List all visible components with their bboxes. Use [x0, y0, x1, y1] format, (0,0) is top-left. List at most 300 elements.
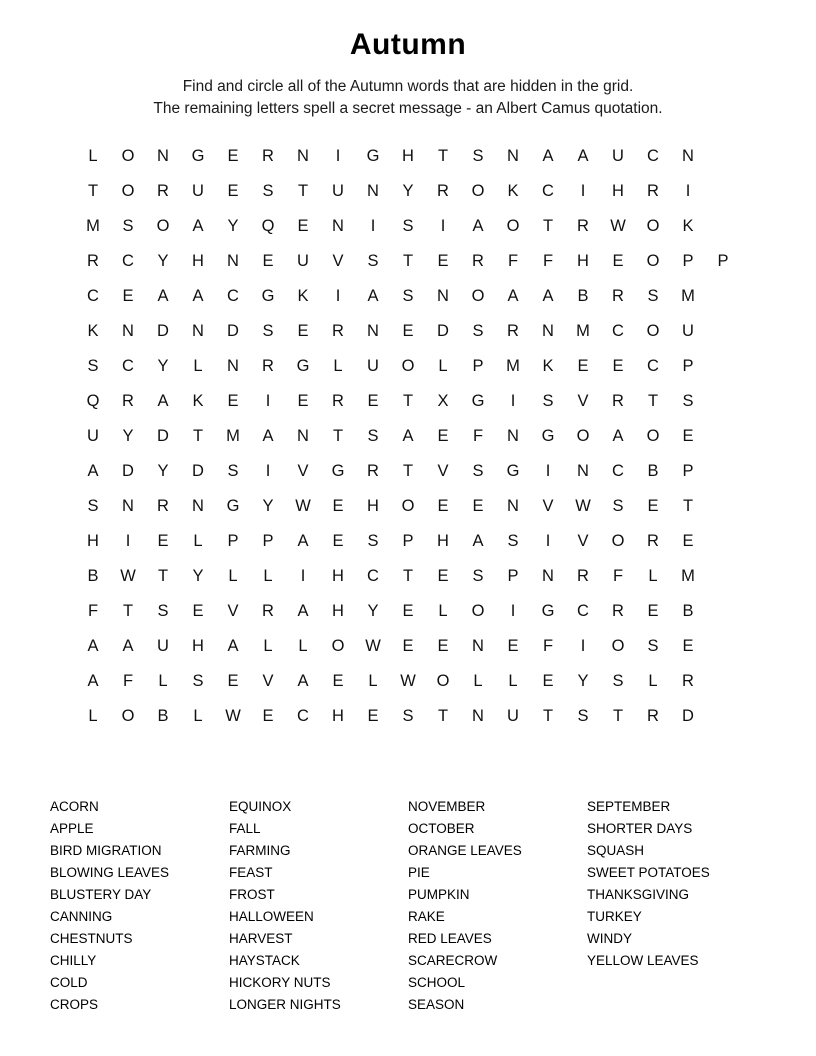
grid-row [76, 594, 741, 629]
grid-cell: I [125, 531, 131, 550]
grid-cell: E [437, 426, 449, 445]
grid-cell: F [472, 426, 484, 445]
grid-cell: C [367, 566, 379, 585]
grid-cell: V [297, 461, 309, 480]
grid-cell: E [227, 671, 239, 690]
grid-cell: L [648, 671, 658, 690]
grid-cell: E [647, 601, 659, 620]
word-list-item[interactable]: CROPS [50, 996, 99, 1012]
grid-cell: S [227, 461, 239, 480]
grid-cell: E [507, 636, 519, 655]
grid-cell: E [297, 391, 309, 410]
grid-cell: H [437, 531, 449, 550]
grid-cell: I [685, 181, 691, 200]
word-list-item[interactable]: APPLE [50, 820, 94, 836]
grid-cell: L [158, 671, 168, 690]
grid-cell: F [122, 671, 134, 690]
grid-row [76, 279, 741, 314]
grid-cell: E [402, 321, 414, 340]
grid-cell: L [263, 636, 273, 655]
grid-cell: S [87, 496, 99, 515]
grid-cell: R [262, 601, 274, 620]
grid-cell: A [472, 531, 484, 550]
grid-cell: L [193, 531, 203, 550]
grid-cell: Y [367, 601, 379, 620]
grid-cell: V [542, 496, 554, 515]
grid-cell: U [367, 356, 379, 375]
grid-cell: X [437, 391, 449, 410]
grid-cell: L [473, 671, 483, 690]
grid-cell: T [542, 216, 554, 235]
grid-cell: R [157, 496, 169, 515]
grid-cell: S [402, 216, 414, 235]
grid-cell: H [87, 531, 99, 550]
grid-cell: P [682, 251, 694, 270]
grid-cell: S [192, 671, 204, 690]
word-list-item[interactable]: THANKSGIVING [587, 886, 690, 902]
grid-cell: T [87, 181, 99, 200]
grid-cell: L [298, 636, 308, 655]
grid-cell: A [612, 426, 624, 445]
grid-cell: L [88, 706, 98, 725]
grid-cell: O [576, 426, 590, 445]
grid-cell: C [542, 181, 554, 200]
grid-cell: N [192, 321, 204, 340]
grid-cell: V [332, 251, 344, 270]
grid-row [76, 629, 741, 664]
grid-cell: G [296, 356, 310, 375]
grid-cell: M [681, 566, 695, 585]
grid-cell: E [227, 181, 239, 200]
grid-cell: Y [157, 461, 169, 480]
grid-cell: E [612, 356, 624, 375]
grid-cell: V [437, 461, 449, 480]
grid-cell: I [265, 461, 271, 480]
grid-cell: C [647, 146, 659, 165]
word-list-item[interactable]: FROST [229, 886, 275, 902]
grid-cell: P [507, 566, 519, 585]
grid-cell: E [437, 496, 449, 515]
grid-cell: R [682, 671, 694, 690]
grid-cell: E [297, 321, 309, 340]
grid-cell: A [227, 636, 239, 655]
grid-cell: A [157, 391, 169, 410]
grid-cell: T [437, 706, 449, 725]
word-list-item[interactable]: BIRD MIGRATION [50, 842, 162, 858]
grid-cell: I [265, 391, 271, 410]
grid-cell: N [367, 321, 379, 340]
grid-cell: L [438, 601, 448, 620]
grid-cell: D [227, 321, 239, 340]
grid-row [76, 489, 741, 524]
instructions-line-2: The remaining letters spell a secret message - an Albert Camus quotation. [153, 100, 663, 118]
grid-cell: E [437, 566, 449, 585]
grid-cell: N [227, 356, 239, 375]
grid-cell: N [577, 461, 589, 480]
grid-cell: H [332, 566, 344, 585]
grid-cell: R [332, 391, 344, 410]
grid-cell: A [297, 531, 309, 550]
grid-cell: E [227, 391, 239, 410]
grid-cell: R [157, 181, 169, 200]
grid-cell: T [402, 566, 414, 585]
word-list-item[interactable]: SWEET POTATOES [587, 864, 710, 880]
grid-cell: T [437, 146, 449, 165]
grid-cell: V [577, 391, 589, 410]
grid-cell: S [647, 286, 659, 305]
grid-cell: S [472, 321, 484, 340]
grid-cell: E [612, 251, 624, 270]
grid-cell: Y [157, 251, 169, 270]
grid-cell: R [122, 391, 134, 410]
grid-cell: F [87, 601, 99, 620]
grid-cell: T [122, 601, 134, 620]
grid-cell: E [157, 531, 169, 550]
grid-cell: N [367, 181, 379, 200]
grid-cell: G [191, 146, 205, 165]
word-list-item[interactable]: SCARECROW [408, 952, 498, 968]
grid-cell: L [193, 706, 203, 725]
grid-cell: A [542, 146, 554, 165]
grid-cell: P [682, 356, 694, 375]
grid-cell: I [335, 146, 341, 165]
grid-cell: N [297, 426, 309, 445]
grid-cell: C [122, 251, 134, 270]
word-list-item[interactable]: CANNING [50, 908, 113, 924]
grid-cell: Y [262, 496, 274, 515]
grid-cell: N [682, 146, 694, 165]
grid-cell: U [157, 636, 169, 655]
grid-row [76, 559, 741, 594]
grid-cell: Y [227, 216, 239, 235]
grid-cell: E [332, 671, 344, 690]
grid-cell: L [368, 671, 378, 690]
grid-cell: O [646, 251, 660, 270]
grid-cell: O [611, 531, 625, 550]
word-list-item[interactable]: HALLOWEEN [229, 908, 314, 924]
grid-cell: L [333, 356, 343, 375]
grid-cell: R [367, 461, 379, 480]
grid-cell: O [121, 146, 135, 165]
word-list-item[interactable]: FEAST [229, 864, 273, 880]
word-list-item[interactable]: OCTOBER [408, 820, 475, 836]
grid-cell: C [227, 286, 239, 305]
grid-cell: S [87, 356, 99, 375]
grid-cell: D [157, 321, 169, 340]
grid-row [76, 139, 741, 174]
grid-cell: E [437, 636, 449, 655]
grid-cell: N [437, 286, 449, 305]
grid-cell: T [297, 181, 309, 200]
grid-row [76, 209, 741, 244]
grid-cell: R [262, 146, 274, 165]
word-list-item[interactable]: LONGER NIGHTS [229, 996, 341, 1012]
grid-cell: R [612, 391, 624, 410]
grid-cell: O [331, 636, 345, 655]
word-list-item[interactable]: ACORN [50, 798, 99, 814]
grid-cell: M [226, 426, 240, 445]
grid-cell: E [227, 146, 239, 165]
grid-cell: E [577, 356, 589, 375]
grid-cell: K [542, 356, 554, 375]
grid-cell: T [647, 391, 659, 410]
grid-cell: C [612, 461, 624, 480]
grid-cell: R [507, 321, 519, 340]
grid-cell: P [402, 531, 414, 550]
grid-cell: M [681, 286, 695, 305]
grid-cell: E [262, 706, 274, 725]
grid-cell: A [157, 286, 169, 305]
grid-cell: W [400, 671, 416, 690]
word-list-item[interactable]: CHESTNUTS [50, 930, 133, 946]
grid-cell: L [263, 566, 273, 585]
grid-cell: F [507, 251, 519, 270]
grid-cell: S [647, 636, 659, 655]
grid-cell: H [332, 601, 344, 620]
grid-cell: S [577, 706, 589, 725]
grid-cell: E [647, 496, 659, 515]
grid-cell: K [87, 321, 99, 340]
word-list-item[interactable]: BLUSTERY DAY [50, 886, 152, 902]
grid-cell: O [401, 496, 415, 515]
grid-cell: T [192, 426, 204, 445]
grid-cell: S [402, 706, 414, 725]
word-list-item[interactable]: HICKORY NUTS [229, 974, 331, 990]
grid-cell: E [682, 426, 694, 445]
grid-cell: K [297, 286, 309, 305]
grid-cell: S [367, 426, 379, 445]
word-list-item[interactable]: FALL [229, 820, 261, 836]
grid-cell: P [262, 531, 274, 550]
grid-cell: D [122, 461, 134, 480]
grid-cell: G [471, 391, 485, 410]
grid-row [76, 454, 741, 489]
grid-cell: S [262, 321, 274, 340]
grid-cell: M [86, 216, 100, 235]
word-list-column [50, 796, 229, 1016]
grid-cell: T [332, 426, 344, 445]
grid-cell: E [332, 531, 344, 550]
grid-cell: A [472, 216, 484, 235]
grid-cell: A [122, 636, 134, 655]
grid-cell: N [227, 251, 239, 270]
grid-cell: R [472, 251, 484, 270]
grid-cell: T [612, 706, 624, 725]
word-list-item[interactable]: SQUASH [587, 842, 645, 858]
grid-cell: K [682, 216, 694, 235]
grid-cell: N [507, 426, 519, 445]
word-list-item[interactable]: PIE [408, 864, 430, 880]
grid-cell: H [192, 636, 204, 655]
grid-cell: P [472, 356, 484, 375]
grid-row [76, 349, 741, 384]
grid-cell: R [647, 181, 659, 200]
word-list-item[interactable]: YELLOW LEAVES [587, 952, 699, 968]
grid-cell: L [228, 566, 238, 585]
grid-cell: E [332, 496, 344, 515]
word-list-item[interactable]: SEPTEMBER [587, 798, 671, 814]
grid-cell: O [121, 181, 135, 200]
grid-row [76, 419, 741, 454]
grid-cell: Y [402, 181, 414, 200]
grid-cell: E [402, 636, 414, 655]
grid-row [76, 174, 741, 209]
grid-cell: R [87, 251, 99, 270]
grid-cell: S [157, 601, 169, 620]
grid-cell: V [262, 671, 274, 690]
instructions [48, 76, 768, 121]
grid-cell: D [192, 461, 204, 480]
word-list-item[interactable]: RAKE [408, 908, 445, 924]
page-title: Autumn [349, 28, 467, 61]
word-list-item[interactable]: WINDY [587, 930, 632, 946]
grid-cell: I [335, 286, 341, 305]
grid-cell: Q [86, 391, 100, 410]
word-list-item[interactable]: COLD [50, 974, 88, 990]
grid-cell: L [648, 566, 658, 585]
word-list-item[interactable]: PUMPKIN [408, 886, 470, 902]
grid-cell: G [331, 461, 345, 480]
grid-cell: T [542, 706, 554, 725]
grid-cell: E [262, 251, 274, 270]
grid-cell: A [87, 671, 99, 690]
grid-row [76, 699, 741, 734]
grid-cell: C [577, 601, 589, 620]
grid-cell: S [612, 671, 624, 690]
grid-cell: I [580, 181, 586, 200]
grid-cell: A [192, 216, 204, 235]
grid-cell: F [612, 566, 624, 585]
word-list-item[interactable]: HAYSTACK [229, 952, 300, 968]
word-list-item[interactable]: SHORTER DAYS [587, 820, 693, 836]
grid-cell: W [120, 566, 136, 585]
word-search-grid-body [76, 139, 741, 734]
grid-cell: S [612, 496, 624, 515]
word-list-item[interactable]: SEASON [408, 996, 465, 1012]
grid-cell: R [332, 321, 344, 340]
grid-cell: I [440, 216, 446, 235]
word-list-item[interactable]: CHILLY [50, 952, 97, 968]
grid-cell: O [611, 636, 625, 655]
word-list-column [587, 796, 766, 1016]
grid-cell: H [332, 706, 344, 725]
grid-cell: A [402, 426, 414, 445]
grid-cell: O [471, 286, 485, 305]
grid-cell: Y [192, 566, 204, 585]
grid-cell: A [87, 461, 99, 480]
grid-cell: B [647, 461, 659, 480]
word-list-item[interactable]: SCHOOL [408, 974, 466, 990]
grid-cell: A [367, 286, 379, 305]
word-list-item[interactable]: TURKEY [587, 908, 642, 924]
grid-cell: N [332, 216, 344, 235]
word-list-item[interactable]: HARVEST [229, 930, 293, 946]
grid-cell: E [682, 636, 694, 655]
instructions-line-1: Find and circle all of the Autumn words that are hidden in the grid. [182, 78, 634, 95]
grid-cell: N [157, 146, 169, 165]
grid-cell: T [402, 251, 414, 270]
grid-cell: R [647, 531, 659, 550]
grid-cell: N [472, 636, 484, 655]
grid-cell: N [507, 496, 519, 515]
grid-cell: T [682, 496, 694, 515]
word-list-item[interactable]: RED LEAVES [408, 930, 492, 946]
grid-cell: Y [157, 356, 169, 375]
grid-cell: B [682, 601, 694, 620]
grid-cell: W [610, 216, 626, 235]
grid-cell: U [612, 146, 624, 165]
grid-cell: W [575, 496, 591, 515]
grid-cell: P [717, 251, 729, 270]
grid-cell: M [576, 321, 590, 340]
grid-cell: G [366, 146, 380, 165]
word-list-item[interactable]: BLOWING LEAVES [50, 864, 170, 880]
grid-cell: E [402, 601, 414, 620]
grid-cell: H [367, 496, 379, 515]
grid-cell: I [545, 461, 551, 480]
grid-cell: D [682, 706, 694, 725]
grid-cell: E [542, 671, 554, 690]
grid-cell: N [472, 706, 484, 725]
grid-cell: N [122, 321, 134, 340]
grid-cell: E [297, 216, 309, 235]
grid-cell: S [262, 181, 274, 200]
grid-cell: A [542, 286, 554, 305]
grid-cell: S [367, 251, 379, 270]
grid-cell: A [87, 636, 99, 655]
grid-row [76, 314, 741, 349]
grid-cell: G [226, 496, 240, 515]
word-list-column [229, 796, 408, 1016]
grid-cell: A [297, 601, 309, 620]
grid-cell: C [297, 706, 309, 725]
grid-cell: C [612, 321, 624, 340]
grid-cell: N [507, 146, 519, 165]
word-list-item[interactable]: EQUINOX [229, 798, 292, 814]
grid-cell: S [472, 146, 484, 165]
grid-cell: R [437, 181, 449, 200]
grid-cell: R [577, 216, 589, 235]
grid-cell: A [192, 286, 204, 305]
grid-row [76, 664, 741, 699]
grid-cell: E [472, 496, 484, 515]
grid-cell: O [121, 706, 135, 725]
word-list-item[interactable]: NOVEMBER [408, 798, 486, 814]
grid-cell: U [192, 181, 204, 200]
grid-cell: L [88, 146, 98, 165]
grid-cell: R [612, 601, 624, 620]
grid-cell: N [542, 566, 554, 585]
grid-cell: E [192, 601, 204, 620]
grid-cell: L [508, 671, 518, 690]
word-list-item[interactable]: FARMING [229, 842, 291, 858]
grid-cell: O [506, 216, 520, 235]
grid-cell: R [647, 706, 659, 725]
grid-cell: A [262, 426, 274, 445]
grid-cell: W [365, 636, 381, 655]
grid-cell: H [402, 146, 414, 165]
grid-cell: U [87, 426, 99, 445]
grid-cell: S [367, 531, 379, 550]
grid-cell: Q [261, 216, 275, 235]
grid-cell: H [577, 251, 589, 270]
grid-cell: O [646, 216, 660, 235]
grid-cell: K [192, 391, 204, 410]
grid-cell: F [542, 636, 554, 655]
grid-cell: W [225, 706, 241, 725]
grid-cell: S [682, 391, 694, 410]
word-list-item[interactable]: ORANGE LEAVES [408, 842, 522, 858]
